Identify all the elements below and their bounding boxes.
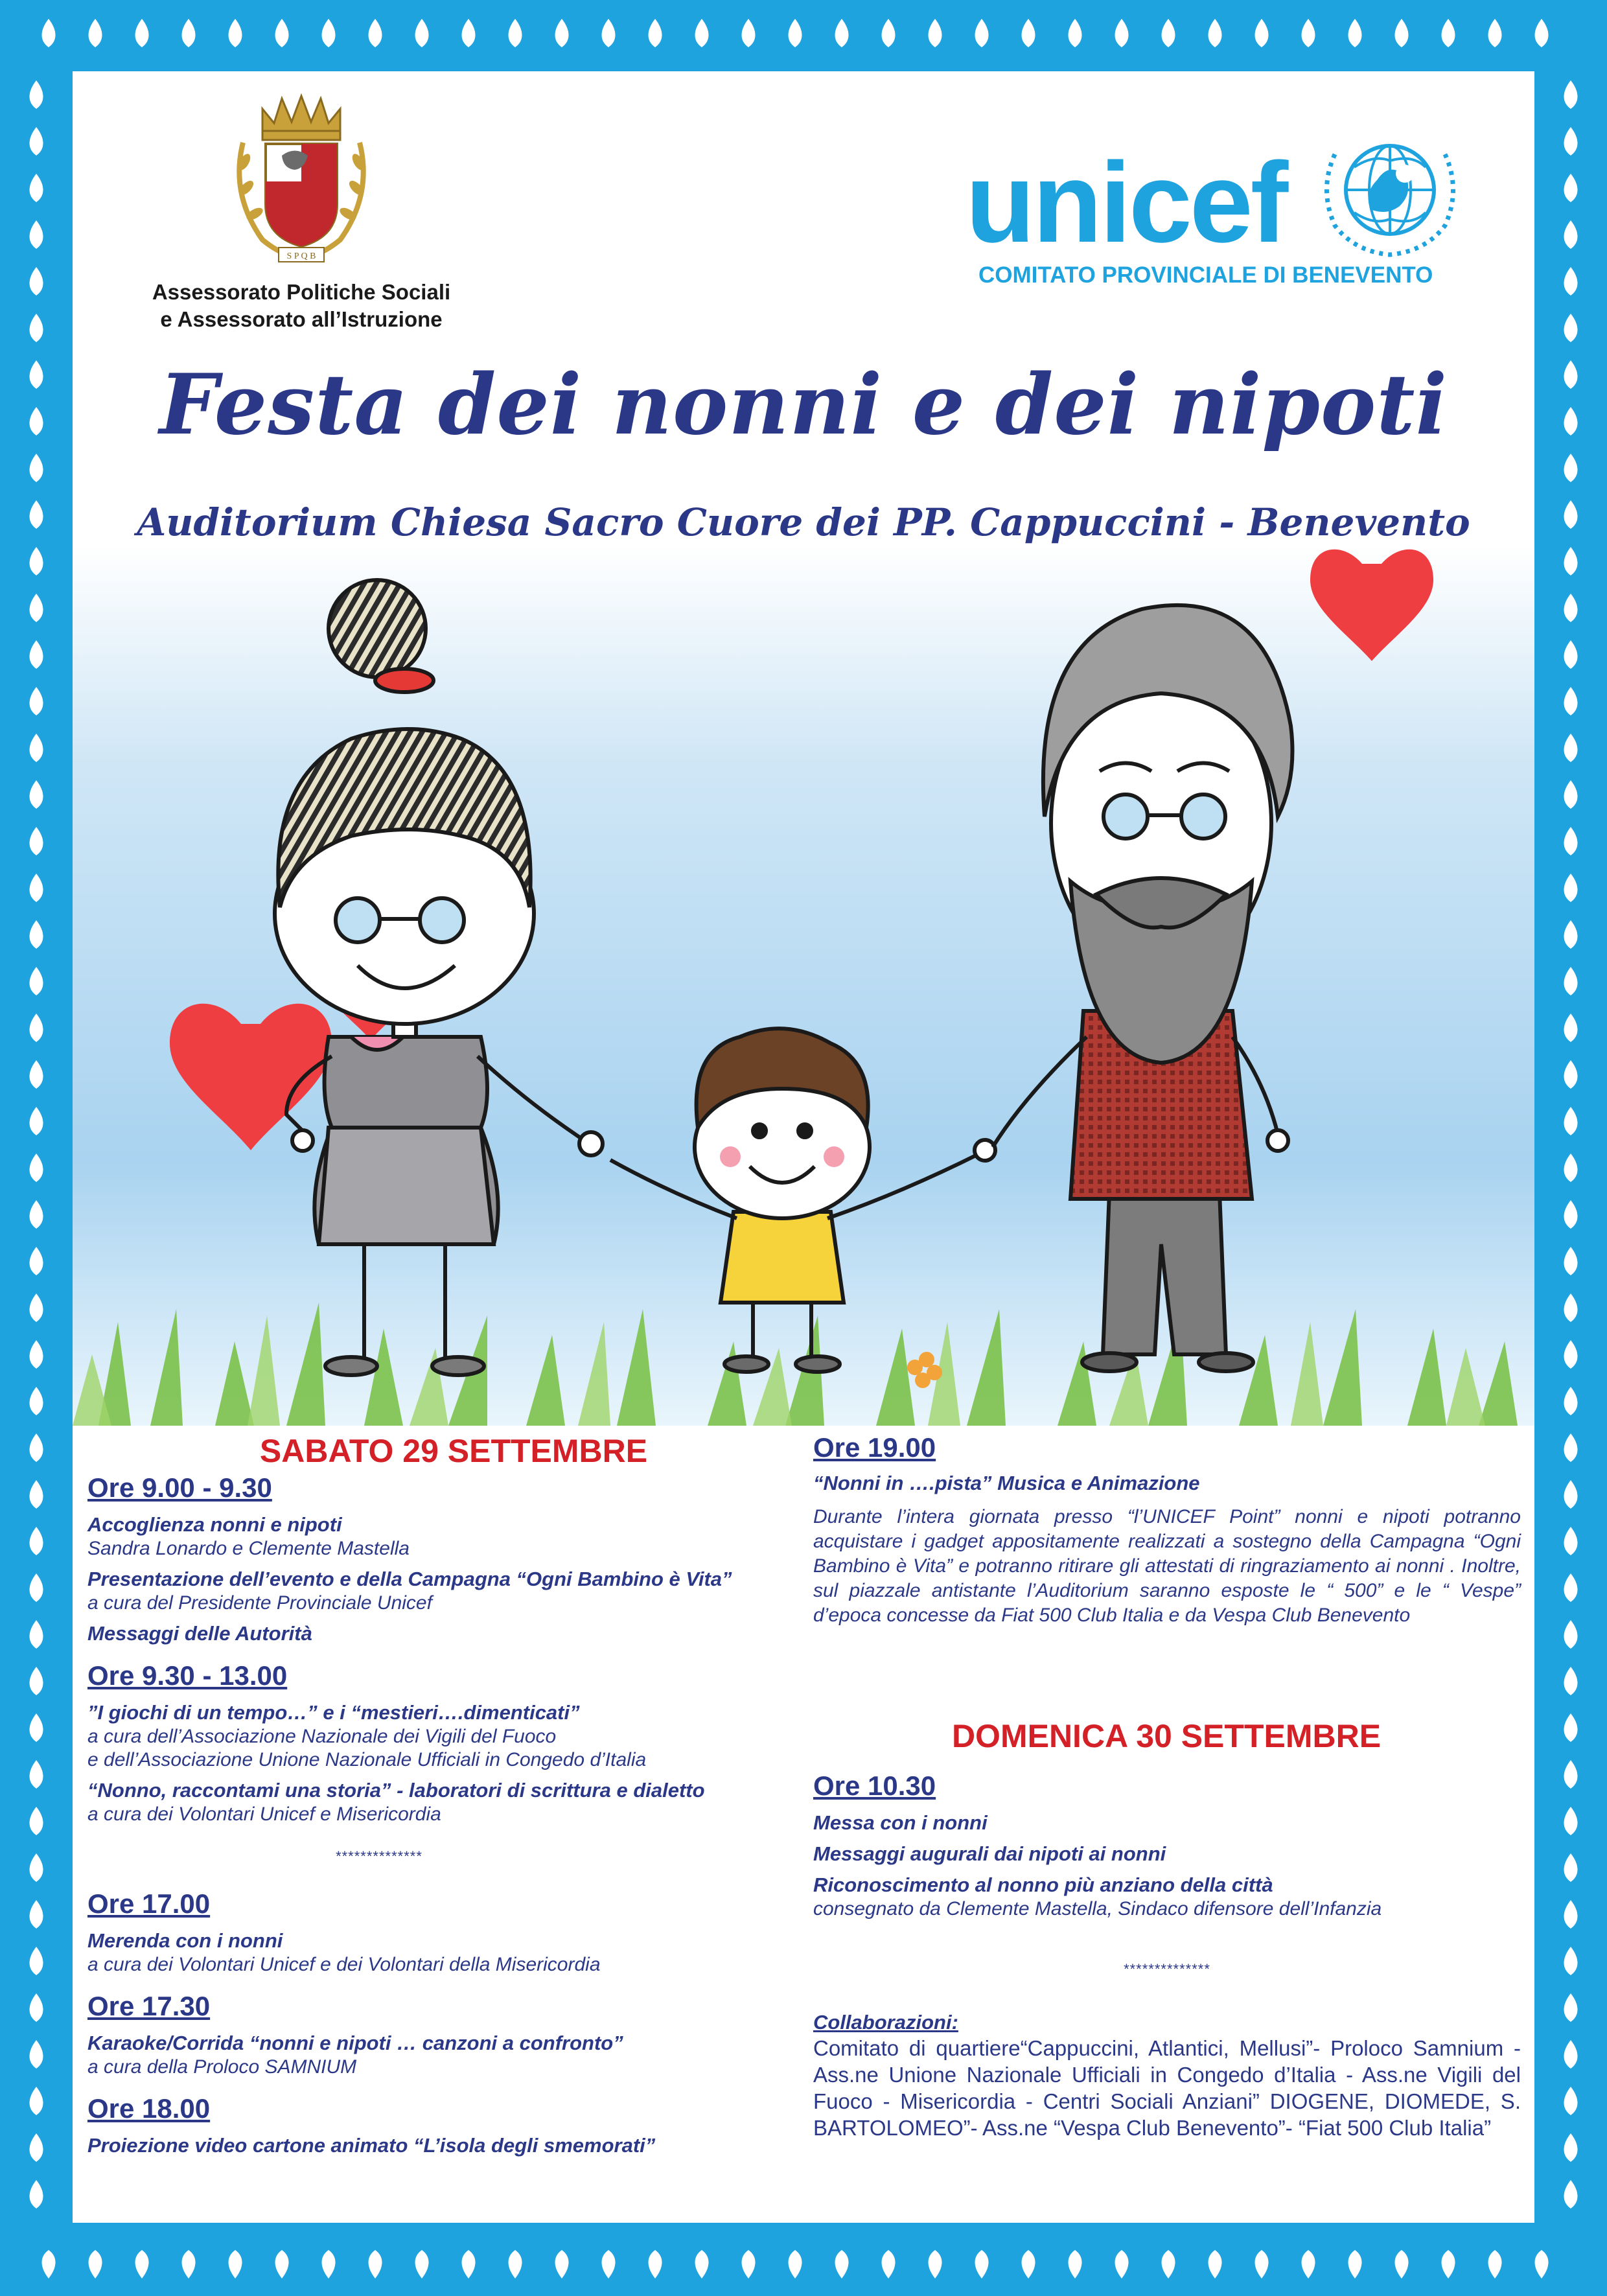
slot-time: Ore 17.00 [87,1888,211,1919]
event-title: Messaggi delle Autorità [87,1622,312,1645]
event-detail: a cura dei Volontari Unicef e dei Volontari della Misericordia [87,1954,601,1975]
poster-subtitle: Auditorium Chiesa Sacro Cuore dei PP. Cappuccini - Benevento [137,500,1470,544]
crest-text: S P Q B [286,251,316,261]
unicef-emblem-icon [1315,128,1464,258]
saturday-heading: SABATO 29 SETTEMBRE [259,1433,648,1469]
event-title: Karaoke/Corrida “nonni e nipoti … canzoni a confronto” [87,2032,623,2054]
unicef-wordmark: unicef [965,139,1286,266]
event-detail: a cura del Presidente Provinciale Unicef [87,1592,432,1614]
city-crest-icon [217,84,386,272]
event-title: Presentazione dell’evento e della Campagna “Ogni Bambino è Vita” [87,1568,732,1590]
slot-time: Ore 19.00 [813,1432,936,1463]
event-detail: e dell’Associazione Unione Nazionale Ufficiali in Congedo d’Italia [87,1749,647,1770]
evening-schedule [813,1432,1521,1628]
event-title: Riconoscimento al nonno più anziano della città [813,1873,1273,1896]
slot-time: Ore 10.30 [813,1770,936,1801]
separator: ************** [336,1848,422,1864]
slot-time: Ore 18.00 [87,2093,211,2124]
sunday-schedule [813,1770,1521,2141]
event-detail: a cura dell’Associazione Nazionale dei Vigili del Fuoco [87,1726,557,1747]
poster-title: Festa dei nonni e dei nipoti [159,356,1448,454]
event-title: ”I giochi di un tempo…” e i “mestieri….dimenticati” [87,1701,580,1724]
collaborations-text: Comitato di quartiere“Cappuccini, Atlantici, Mellusi”- Proloco Samnium - Ass.ne Unione Nazionale Ufficiali in Congedo d’Italia - Ass.ne Vigili del Fuoco - Misericordia - Centri Sociali Anziani” DIOGENE, DIOMEDE, S. BARTOLOMEO”- Ass.ne “Vespa Club Benevento”- “Fiat 500 Club Italia” [813,2036,1521,2140]
sunday-heading: DOMENICA 30 SETTEMBRE [951,1718,1382,1754]
event-detail: consegnato da Clemente Mastella, Sindaco difensore dell’Infanzia [813,1898,1382,1919]
family-illustration [73,544,1534,1426]
event-title: Messaggi augurali dai nipoti ai nonni [813,1842,1166,1865]
event-title: Proiezione video cartone animato “L’isola degli smemorati” [87,2134,656,2157]
unicef-point-note: Durante l’intera giornata presso “l’UNICEF Point” nonni e nipoti potranno acquistare i gadget appositamente realizzati a sostegno della Campagna “Ogni Bambino è Vita” e potranno ritirare gli attestati di ringraziamento ai nonni . Inoltre, sul piazzale antistante l’Auditorium saranno esposte le “ 500” e le “ Vespe” d’epoca concesse da Fiat 500 Club Italia e da Vespa Club Benevento [813,1506,1521,1626]
event-detail: Sandra Lonardo e Clemente Mastella [87,1538,410,1559]
event-title: “Nonno, raccontami una storia” - laboratori di scrittura e dialetto [87,1779,705,1802]
assessorato-line2: e Assessorato all’Istruzione [160,307,443,331]
assessorato-line1: Assessorato Politiche Sociali [152,280,451,304]
slot-time: Ore 9.30 - 13.00 [87,1660,288,1691]
event-detail: a cura dei Volontari Unicef e Misericordia [87,1803,441,1825]
event-title: “Nonni in ….pista” Musica e Animazione [813,1472,1200,1494]
collaborations-heading: Collaborazioni: [813,2011,958,2034]
assessorato-label [126,279,476,333]
event-detail: a cura della Proloco SAMNIUM [87,2056,357,2078]
event-title: Merenda con i nonni [87,1929,283,1952]
saturday-schedule [87,1472,800,2158]
separator: ************** [1124,1961,1210,1977]
slot-time: Ore 9.00 - 9.30 [87,1472,272,1503]
event-title: Messa con i nonni [813,1811,988,1834]
slot-time: Ore 17.30 [87,1991,211,2021]
unicef-committee: COMITATO PROVINCIALE DI BENEVENTO [978,262,1433,288]
event-title: Accoglienza nonni e nipoti [87,1513,342,1536]
